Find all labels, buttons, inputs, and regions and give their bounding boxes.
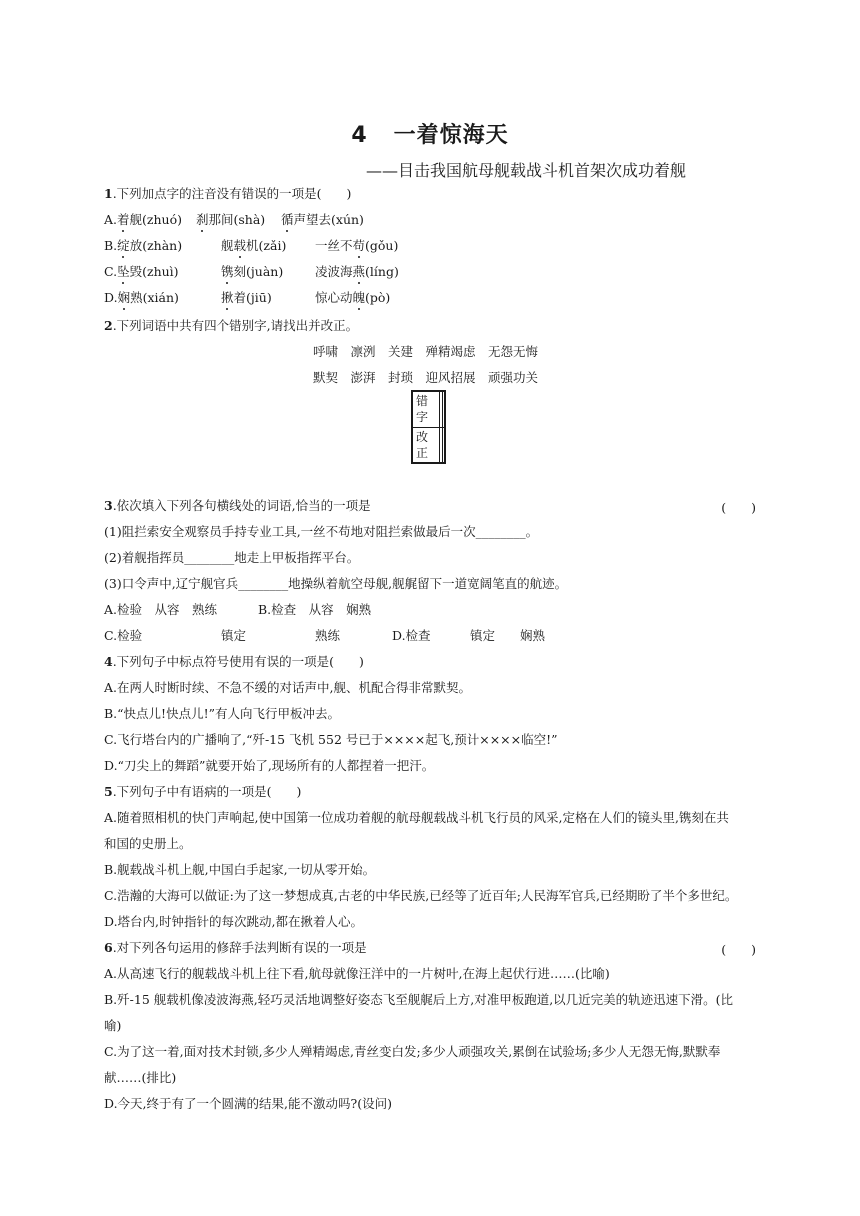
question-number: 5 [104,784,113,799]
q1-option-c-part3 [315,264,399,280]
q5-option-a-line1: A.随着照相机的快门声响起,使中国第一位成功着舰的航母舰载战斗机飞行员的风采,定格在人们的镜头里,镌刻在共 [104,810,729,825]
q6-option-b-line2: 喻) [104,1018,122,1033]
option-label: C. [104,264,118,279]
option-part: (gǒu) [365,238,399,253]
table-divider [413,427,444,428]
option-part: 熟(xián) [130,290,179,305]
table-header-gai: 改 [416,430,429,444]
table-header-zi: 字 [416,410,429,424]
option-part: 惊心动 [315,290,353,305]
q6-option-d: D.今天,终于有了一个圆满的结果,能不激动吗?(设问) [104,1096,392,1111]
q1-option-c-part2 [221,264,283,280]
question-number: 2 [104,318,113,333]
question-2-stem [104,318,358,334]
q1-option-d-part2 [221,290,272,306]
q1-option-a [104,212,182,228]
option-part: (líng) [365,264,399,279]
q4-option-c: C.飞行塔台内的广播响了,“歼-15 飞机 552 号已于××××起飞,预计××××临空!” [104,732,558,747]
page-subtitle: ——目击我国航母舰载战斗机首架次成功着舰 [366,161,687,180]
dotted-char: 刹 [196,212,209,227]
option-part: 着(jiū) [233,290,272,305]
q3-sentence-2: (2)着舰指挥员________地走上甲板指挥平台。 [104,550,360,565]
option-label: D. [104,290,118,305]
q5-option-b: B.舰载战斗机上舰,中国白手起家,一切从零开始。 [104,862,376,877]
dotted-char: 燕 [352,264,366,279]
q4-option-a: A.在两人时断时续、不急不缓的对话声中,舰、机配合得非常默契。 [104,680,471,695]
q3-option-c: C.检验 [104,628,143,643]
option-part: 那间(shà) [208,212,266,227]
q1-option-d-part3 [315,290,390,306]
q6-option-c-line2: 献……(排比) [104,1070,177,1085]
q1-option-a-part3 [281,212,364,228]
q5-option-c: C.浩瀚的大海可以做证:为了这一梦想成真,古老的中华民族,已经等了近百年;人民海军官兵,已经期盼了半个多世纪。 [104,888,738,903]
question-3-stem [104,498,371,514]
dotted-char: 娴 [117,290,131,305]
question-text: .下列句子中标点符号使用有误的一项是( ) [112,654,364,669]
dotted-char: 载 [233,238,247,253]
option-part: 舰(zhuó) [129,212,182,227]
table-header-cuo: 错 [416,394,429,408]
dotted-char: 循 [281,212,294,227]
q3-option-c-word2: 镇定 [221,628,247,643]
option-label: B. [104,238,118,253]
question-number: 6 [104,940,113,955]
dotted-char: 绽 [117,238,130,253]
dotted-char: 坠 [117,264,130,279]
q5-option-a-line2: 和国的史册上。 [104,836,192,851]
question-text: .下列句子中有语病的一项是( ) [112,784,302,799]
lesson-title: 一着惊海天 [393,123,509,148]
q3-option-d-word2: 镇定 [470,628,496,643]
q1-option-c [104,264,179,280]
dotted-char: 苟 [352,238,366,253]
answer-paren: ( ) [721,500,756,515]
q1-option-a-part2 [196,212,265,228]
q1-option-d [104,290,179,306]
option-part: 一丝不 [315,238,353,253]
q1-option-b-part2 [221,238,286,254]
q3-option-c-word3: 熟练 [315,628,341,643]
question-number: 3 [104,498,113,513]
question-1-stem [104,186,351,202]
dotted-char: 魄 [352,290,366,305]
option-part: 放(zhàn) [129,238,183,253]
question-text: .下列词语中共有四个错别字,请找出并改正。 [112,318,359,333]
option-part: 机(zǎi) [246,238,287,253]
page-title [0,118,860,149]
dotted-char: 镌 [221,264,234,279]
q6-option-c-line1: C.为了这一着,面对技术封锁,多少人殚精竭虑,青丝变白发;多少人顽强攻关,累倒在试验场;多少人无怨无悔,默默奉 [104,1044,721,1059]
q3-option-d: D.检查 [392,628,431,643]
dotted-char: 揪 [221,290,234,305]
option-part: 刻(juàn) [233,264,284,279]
q3-option-a: A.检验 从容 熟练 [104,602,218,617]
q2-word-row-2: 默契 澎湃 封琐 迎风招展 顽强功关 [313,370,539,385]
question-text: .下列加点字的注音没有错误的一项是( ) [112,186,352,201]
q2-word-row-1: 呼啸 凛洌 关建 殚精竭虑 无怨无悔 [313,344,539,359]
dotted-char: 着 [117,212,130,227]
q3-option-d-word3: 娴熟 [520,628,546,643]
q5-option-d: D.塔台内,时钟指针的每次跳动,都在揪着人心。 [104,914,363,929]
answer-paren: ( ) [721,942,756,957]
q4-option-d: D.“刀尖上的舞蹈”就要开始了,现场所有的人都捏着一把汗。 [104,758,435,773]
correction-table [411,390,446,464]
question-6-stem [104,940,367,956]
q4-option-b: B.“快点儿!快点儿!”有人向飞行甲板冲去。 [104,706,340,721]
question-number: 4 [104,654,113,669]
lesson-number: 4 [351,123,368,148]
option-part: 毁(zhuì) [129,264,179,279]
question-text: .对下列各句运用的修辞手法判断有误的一项是 [112,940,367,955]
question-5-stem [104,784,301,800]
question-4-stem [104,654,364,670]
q1-option-b [104,238,182,254]
question-number: 1 [104,186,113,201]
table-header-zheng: 正 [416,446,429,460]
q1-option-b-part3 [315,238,398,254]
option-part: (pò) [365,290,391,305]
q6-option-b-line1: B.歼-15 舰载机像凌波海燕,轻巧灵活地调整好姿态飞至舰艉后上方,对准甲板跑道,以几近完美的轨迹迅速下滑。(比 [104,992,734,1007]
option-part: 凌波海 [315,264,353,279]
q3-option-b: B.检查 从容 娴熟 [258,602,372,617]
q3-sentence-3: (3)口令声中,辽宁舰官兵________地操纵着航空母舰,舰艉留下一道宽阔笔直的航迹。 [104,576,568,591]
option-part: 声望去(xún) [293,212,364,227]
q6-option-a: A.从高速飞行的舰载战斗机上往下看,航母就像汪洋中的一片树叶,在海上起伏行进……(比喻) [104,966,610,981]
option-part: 舰 [221,238,234,253]
option-label: A. [104,212,118,227]
question-text: .依次填入下列各句横线处的词语,恰当的一项是 [112,498,371,513]
q3-sentence-1: (1)阻拦索安全观察员手持专业工具,一丝不苟地对阻拦索做最后一次________。 [104,524,539,539]
